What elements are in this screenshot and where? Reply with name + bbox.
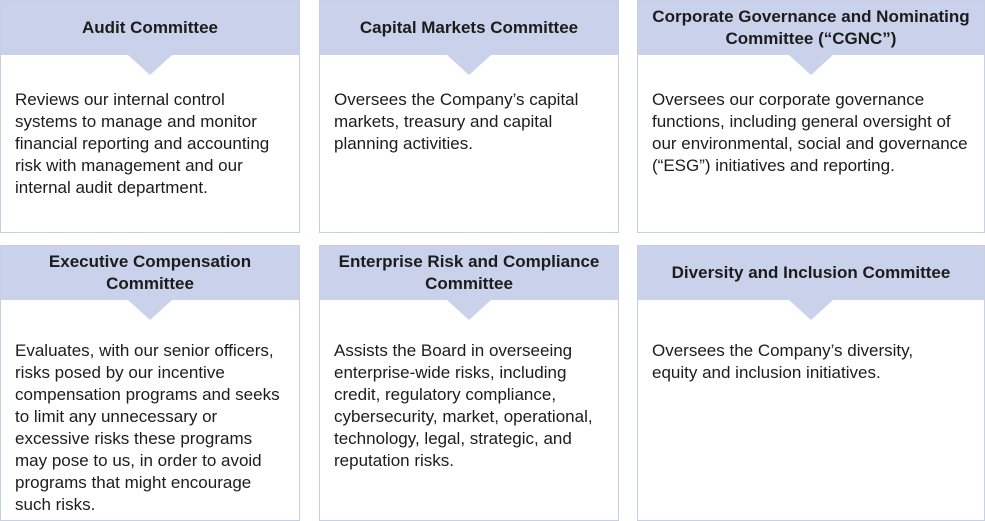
committee-title-box xyxy=(320,1,618,55)
committee-title: Capital Markets Committee xyxy=(359,18,579,37)
committee-card-capital-markets xyxy=(319,0,619,233)
arrow-down-icon xyxy=(447,300,491,320)
committee-description: Oversees the Company’s capital markets, treasury and capital planning activities. xyxy=(334,90,579,153)
committee-description: Reviews our internal control systems to manage and monitor financial reporting and accounting risk with management and our internal audit department. xyxy=(15,90,270,197)
committee-title-box xyxy=(638,1,984,55)
committee-card-executive-compensation xyxy=(0,245,300,521)
committee-title: Corporate Governance and Nominating Committee (“CGNC”) xyxy=(652,7,970,48)
arrow-down-icon xyxy=(128,55,172,75)
committee-card-enterprise-risk xyxy=(319,245,619,521)
committee-title-box xyxy=(638,246,984,300)
committee-description: Assists the Board in overseeing enterprise-wide risks, including credit, regulatory compliance, cybersecurity, market, operational, technology, legal, strategic, and reputation risks. xyxy=(334,341,593,470)
committee-title: Audit Committee xyxy=(82,18,218,37)
committee-title: Diversity and Inclusion Committee xyxy=(671,263,951,282)
committee-title: Enterprise Risk and Compliance Committee xyxy=(338,252,600,293)
arrow-down-icon xyxy=(128,300,172,320)
arrow-down-icon xyxy=(447,55,491,75)
committee-description: Oversees the Company’s diversity, equity and inclusion initiatives. xyxy=(652,341,914,382)
committee-description: Oversees our corporate governance functions, including general oversight of our environmental, social and governance (“ESG”) initiatives and reporting. xyxy=(652,90,968,175)
committee-title: Executive Compensation Committee xyxy=(48,252,252,293)
committee-title-box xyxy=(1,1,299,55)
committee-title-box xyxy=(320,246,618,300)
committee-card-audit xyxy=(0,0,300,233)
committee-title-box xyxy=(1,246,299,300)
arrow-down-icon xyxy=(789,300,833,320)
committee-card-diversity-inclusion xyxy=(637,245,985,521)
committee-card-cgnc xyxy=(637,0,985,233)
committee-description: Evaluates, with our senior officers, risks posed by our incentive compensation programs and seeks to limit any unnecessary or excessive risks these programs may pose to us, in order to avoid programs that might encourage such risks. xyxy=(15,341,280,514)
arrow-down-icon xyxy=(789,55,833,75)
